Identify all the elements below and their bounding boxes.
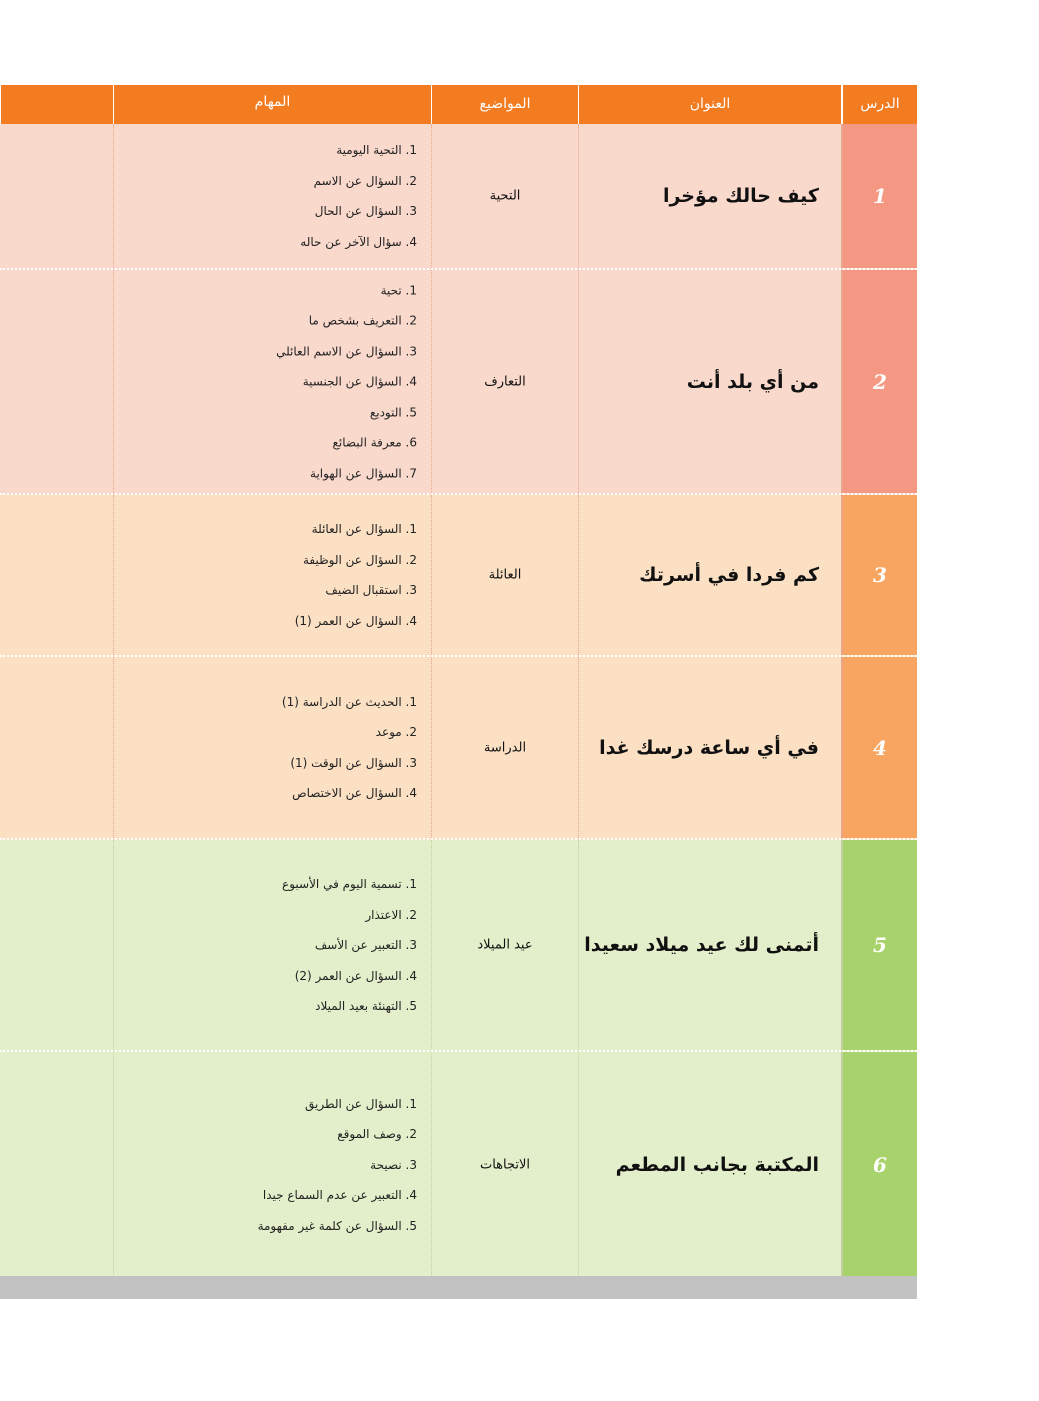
task-item: 4. السؤال عن العمر (1) [294,613,417,628]
task-item: 3. السؤال عن الحال [314,204,417,218]
topic-cell [431,124,578,268]
lesson-number-cell [841,657,917,838]
task-list [282,869,417,1022]
task-item: 3. نصيحة [370,1157,417,1172]
task-item: 2. موعد [375,725,417,739]
task-item: 1. التحية اليومية [336,143,417,157]
lesson-number: 5 [873,933,887,957]
task-item: 4. التعبير عن عدم السماع جيدا [262,1187,417,1202]
task-item: 3. السؤال عن الوقت (1) [290,755,417,770]
title-cell [578,270,841,493]
lesson-topic: التحية [489,188,521,204]
task-item: 3. التعبير عن الأسف [314,937,417,952]
tasks-cell [113,495,431,655]
task-item: 4. السؤال عن الجنسية [302,374,417,389]
task-item: 5. التهنئة بعيد الميلاد [315,998,417,1013]
task-item: 1. السؤال عن الطريق [305,1096,417,1111]
title-cell [578,124,841,268]
task-list [295,514,417,636]
lesson-number-cell [841,495,917,655]
empty-cell [0,495,113,655]
lesson-topic: الاتجاهات [479,1157,531,1172]
lesson-number: 3 [873,563,887,587]
lesson-title: أتمنى لك عيد ميلاد سعيدا [584,934,819,956]
footer-bar [0,1276,917,1299]
task-list [258,1088,417,1241]
task-item: 5. السؤال عن كلمة غير مفهومة [257,1218,417,1233]
lesson-number: 1 [873,184,887,208]
header-lesson-cell [841,85,917,124]
lesson-row [0,840,917,1052]
task-item: 2. السؤال عن الاسم [313,173,417,188]
task-item: 1. الحديث عن الدراسة (1) [281,694,417,709]
lesson-number: 2 [873,369,887,394]
lesson-title: كيف حالك مؤخرا [662,185,819,207]
lesson-number-cell [841,270,917,493]
title-cell [578,840,841,1050]
lesson-title: في أي ساعة درسك غدا [599,736,819,759]
empty-cell [0,1052,113,1277]
topic-cell [431,270,578,493]
task-item: 2. الاعتذار [365,907,417,922]
lesson-row [0,270,917,495]
task-item: 2. التعريف بشخص ما [308,313,417,328]
lesson-number: 6 [873,1152,887,1177]
lesson-row [0,657,917,840]
task-item: 2. وصف الموقع [337,1126,417,1141]
lesson-title: كم فردا في أسرتك [639,564,819,586]
lesson-topic: التعارف [484,374,526,389]
task-item: 2. السؤال عن الوظيفة [302,552,417,567]
tasks-cell [113,840,431,1050]
topic-cell [431,657,578,838]
table-header [0,85,917,124]
header-lesson-label: الدرس [860,96,900,112]
lesson-number: 4 [873,735,887,760]
lesson-row [0,1052,917,1277]
header-topics-cell [431,85,578,124]
task-list [282,687,417,809]
empty-cell [0,657,113,838]
lesson-topic: عيد الميلاد [477,937,533,953]
empty-cell [0,840,113,1050]
task-item: 4. السؤال عن الاختصاص [292,786,417,800]
tasks-cell [113,270,431,493]
header-title-label: العنوان [689,96,731,112]
title-cell [578,495,841,655]
task-item: 4. سؤال الآخر عن حاله [300,234,417,249]
task-item: 7. السؤال عن الهواية [310,465,417,480]
tasks-cell [113,657,431,838]
tasks-cell [113,1052,431,1277]
title-cell [578,1052,841,1277]
lesson-number-cell [841,124,917,268]
task-item: 3. السؤال عن الاسم العائلي [276,343,417,358]
task-item: 1. السؤال عن العائلة [311,522,417,536]
topic-cell [431,495,578,655]
empty-cell [0,124,113,268]
lesson-title: من أي بلد أنت [686,370,819,393]
header-tasks-cell [113,85,431,124]
empty-cell [0,270,113,493]
header-title-cell [578,85,841,124]
task-list [300,135,417,257]
lesson-topic: الدراسة [483,740,527,755]
task-item: 1. تسمية اليوم في الأسبوع [282,876,417,891]
task-item: 5. التوديع [369,404,417,419]
topic-cell [431,840,578,1050]
lesson-row [0,124,917,270]
task-item: 6. معرفة البضائع [332,435,417,450]
tasks-cell [113,124,431,268]
header-empty-cell [0,85,113,124]
header-tasks-label: المهام [254,94,291,110]
task-item: 1. تحية [380,282,417,297]
lesson-number-cell [841,840,917,1050]
lesson-row [0,495,917,657]
task-item: 3. استقبال الضيف [325,583,417,597]
title-cell [578,657,841,838]
task-item: 4. السؤال عن العمر (2) [294,968,417,983]
lesson-title: المكتبة بجانب المطعم [615,1153,819,1176]
task-list [276,275,417,489]
lesson-topic: العائلة [488,567,522,583]
curriculum-table [0,85,917,1277]
lesson-number-cell [841,1052,917,1277]
topic-cell [431,1052,578,1277]
header-topics-label: المواضيع [479,96,531,112]
